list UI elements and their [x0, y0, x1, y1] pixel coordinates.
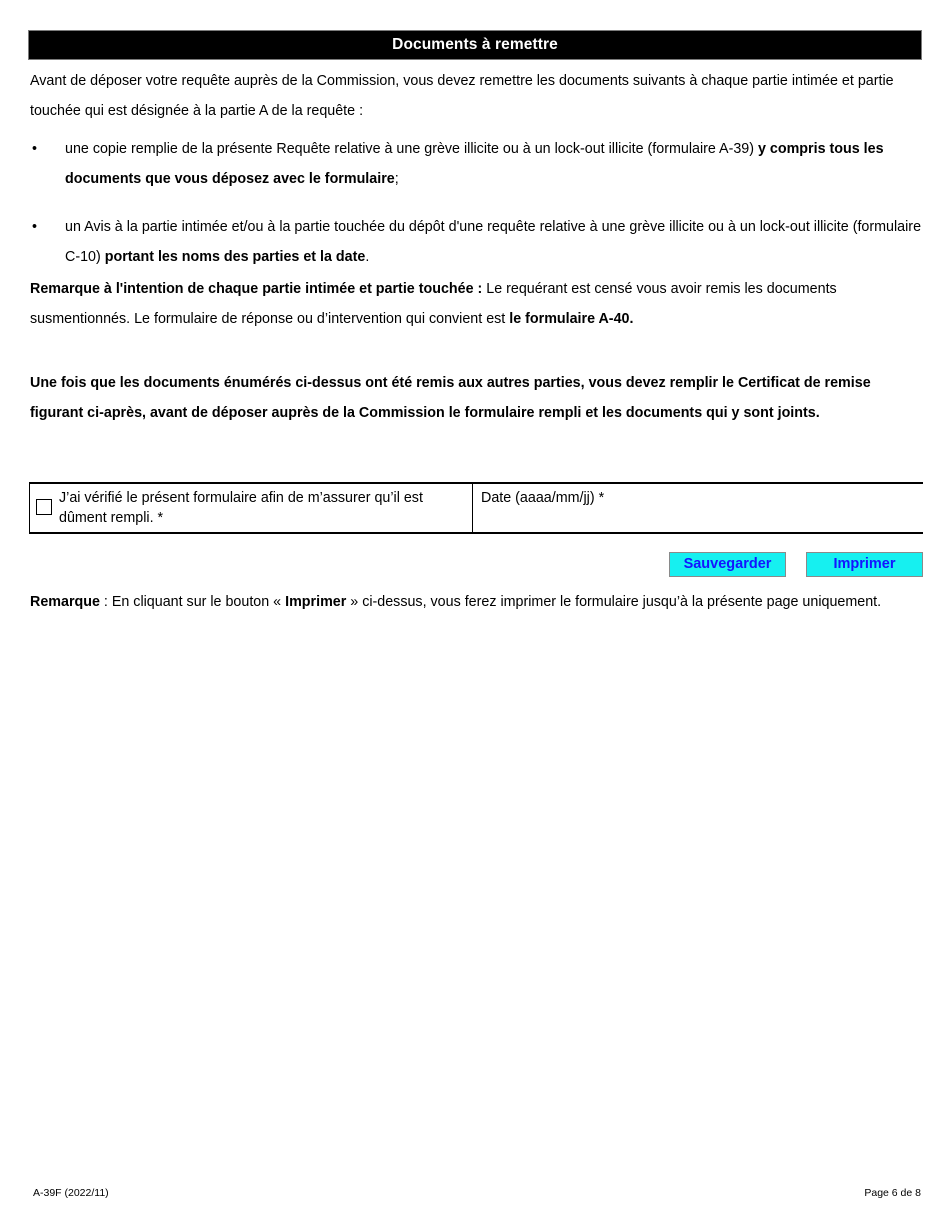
verification-checkbox-label: J’ai vérifié le présent formulaire afin de m’assurer qu’il est dûment rempli. *: [59, 490, 423, 526]
note-to-parties-lead: Remarque à l'intention de chaque partie intimée et partie touchée :: [30, 281, 483, 297]
page-title: Documents à remettre: [392, 36, 558, 54]
section-title-banner: [28, 30, 922, 60]
bullet-icon: •: [32, 219, 38, 235]
note-to-parties-form-reference: le formulaire A-40.: [509, 311, 634, 327]
documents-list: [30, 134, 925, 272]
list-item-text-bold: y compris tous les documents que vous déposez avec le formulaire: [65, 141, 884, 187]
certificate-table: [29, 482, 923, 534]
list-item-text-normal: un Avis à la partie intimée et/ou à la partie touchée du dépôt d'une requête relative à une grève illicite ou à un lock-out illicite (formulaire C-10): [65, 219, 922, 265]
page-footer: [33, 1186, 921, 1200]
list-item: [30, 134, 925, 194]
certificate-instruction-paragraph: Une fois que les documents énumérés ci-dessus ont été remis aux autres parties, vous devez remplir le Certificat de remise figurant ci-après, avant de déposer auprès de la Commission le formulaire rempli et les documents qui y sont joints.: [30, 375, 871, 421]
print-button[interactable]: Imprimer: [806, 552, 923, 577]
intro-paragraph: Avant de déposer votre requête auprès de la Commission, vous devez remettre les documents suivants à chaque partie intimée et partie touchée qui est désignée à la partie A de la requête :: [30, 73, 894, 119]
list-item: [30, 212, 925, 272]
list-item-text-normal: une copie remplie de la présente Requête relative à une grève illicite ou à un lock-out illicite (formulaire A-39): [65, 141, 758, 157]
save-button[interactable]: Sauvegarder: [669, 552, 786, 577]
footer-page-number: Page 6 de 8: [864, 1187, 921, 1199]
print-remark-body: : En cliquant sur le bouton «: [99, 594, 286, 610]
print-remark-lead: Remarque: [30, 594, 100, 610]
list-item-text: [65, 141, 884, 187]
form-action-buttons: [0, 552, 923, 577]
list-item-text-bold: portant les noms des parties et la date: [104, 249, 366, 265]
date-field-label: Date (aaaa/mm/jj) *: [481, 490, 605, 506]
list-item-text-tail: ;: [394, 171, 399, 187]
print-remark-tail: » ci-dessus, vous ferez imprimer le formulaire jusqu’à la présente page uniquement.: [346, 594, 882, 610]
footer-form-code: A-39F (2022/11): [33, 1187, 109, 1199]
note-to-parties-paragraph: [30, 274, 922, 334]
certificate-verification-cell: [29, 484, 473, 532]
certificate-date-cell[interactable]: [473, 484, 923, 532]
note-to-parties-body: Le requérant est censé vous avoir remis les documents susmentionnés. Le formulaire de réponse ou d’intervention qui convient est: [30, 281, 837, 327]
bullet-icon: •: [32, 141, 38, 157]
print-remark-paragraph: [30, 587, 922, 617]
list-item-text-tail: .: [365, 249, 370, 265]
verification-checkbox[interactable]: [36, 499, 52, 515]
list-item-text: [65, 219, 921, 265]
print-remark-button-name: Imprimer: [285, 594, 347, 610]
